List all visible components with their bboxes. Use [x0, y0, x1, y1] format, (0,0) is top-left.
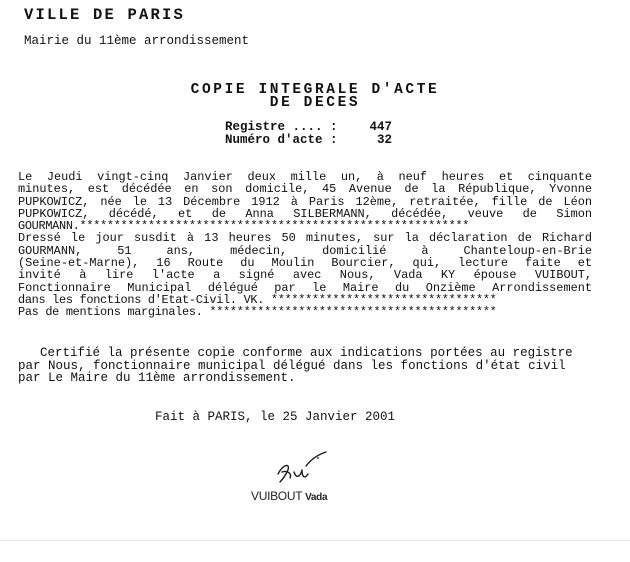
act-line: GOURMANN.********************************************************* [18, 220, 470, 233]
certification-line: Certifié la présente copie conforme aux indications portées au registre [40, 346, 573, 360]
acte-value: 32 [376, 133, 392, 147]
title-line-1: COPIE INTEGRALE D'ACTE [190, 82, 440, 98]
handwritten-signature [272, 448, 332, 488]
title-line-2: DE DECES [269, 95, 361, 111]
act-line: Fonctionnaire Municipal délégué par le Maire du Onzième Arrondissement [18, 281, 592, 294]
act-line: (Seine-et-Marne), 16 Route du Moulin Bourcier, qui, lecture faite et [18, 257, 592, 270]
act-line: PUPKOWICZ, née le 13 Décembre 1912 à Paris 12ème, retraitée, fille de Léon [18, 195, 592, 208]
act-line: GOURMANN, 51 ans, médecin, domicilié à Chanteloup-en-Brie [18, 244, 592, 258]
acte-label: Numéro d'acte : [225, 133, 338, 147]
document-title [0, 84, 630, 110]
bottom-divider [0, 540, 630, 541]
act-line: PUPKOWICZ, décédé, et de Anna SILBERMANN, décédée, veuve de Simon [18, 207, 592, 221]
act-line: minutes, est décédée en son domicile, 45 Avenue de la République, Yvonne [18, 183, 592, 196]
registre-label: Registre .... : [225, 120, 338, 134]
signer-last-name: VUIBOUT [251, 489, 303, 503]
registry-values [362, 121, 392, 147]
city-header: VILLE DE PARIS [24, 6, 186, 24]
signer-first-name: Vada [305, 492, 328, 503]
act-line: Le Jeudi vingt-cinq Janvier deux mille un, à neuf heures et cinquante [18, 171, 592, 184]
place-date-line: Fait à PARIS, le 25 Janvier 2001 [155, 410, 396, 424]
act-line: invité à lire l'acte a signé avec Nous, Vada KY épouse VUIBOUT, [18, 269, 592, 282]
registry-labels [225, 121, 338, 147]
certification-line: par Le Maire du 11ème arrondissement. [18, 371, 296, 385]
act-body [18, 171, 592, 319]
mairie-subheader: Mairie du 11ème arrondissement [24, 34, 250, 48]
registre-value: 447 [369, 120, 392, 134]
signer-name [251, 489, 327, 503]
certification-paragraph [18, 347, 592, 385]
act-line: Dressé le jour susdit à 13 heures 50 minutes, sur la déclaration de Richard [18, 232, 592, 245]
act-line: dans les fonctions d'Etat-Civil. VK. ********************************* [18, 293, 497, 307]
certification-line: par Nous, fonctionnaire municipal délégué dans les fonctions d'état civil [18, 358, 566, 373]
act-line: Pas de mentions marginales. ****************************************** [18, 306, 497, 319]
